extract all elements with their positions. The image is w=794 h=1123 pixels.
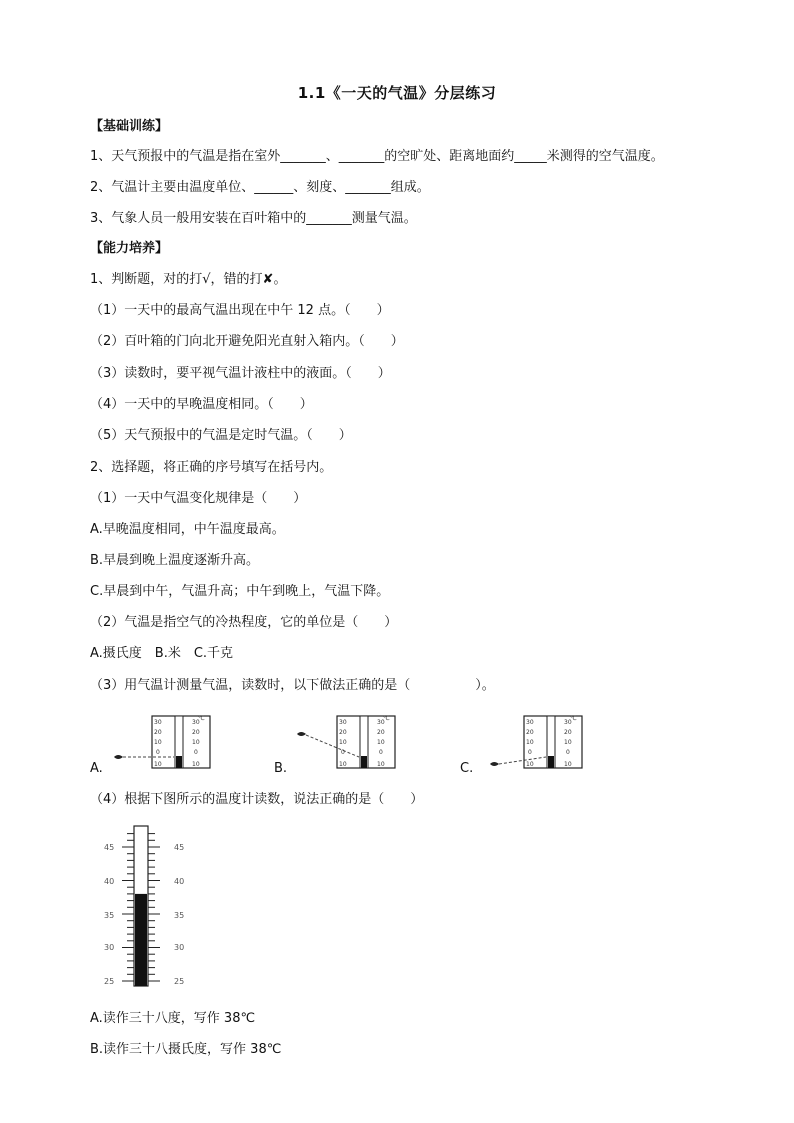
scale-label: 30 — [154, 719, 162, 726]
scale-label: 30 — [104, 943, 115, 952]
page-title: 1.1《一天的气温》分层练习 — [297, 84, 497, 102]
scale-label: 0 — [379, 749, 383, 756]
eye-icon — [490, 762, 499, 766]
question-text: 1、判断题，对的打√，错的打✘。 — [90, 272, 287, 287]
sight-line — [499, 757, 546, 764]
scale-label: 0 — [341, 749, 345, 756]
option-text: B.早晨到晚上温度逐渐升高。 — [90, 553, 260, 568]
large-thermometer-figure — [100, 822, 200, 994]
liquid-column — [135, 894, 147, 986]
scale-label: 45 — [104, 843, 115, 852]
scale-label: 0 — [156, 749, 160, 756]
scale-label: 30 — [526, 719, 534, 726]
scale-label: 20 — [377, 729, 385, 736]
unit-label: ℃ — [570, 715, 577, 722]
scale-label: 10 — [154, 761, 162, 768]
thermometer-figure-c — [482, 712, 592, 772]
unit-label: ℃ — [198, 715, 205, 722]
scale-label: 10 — [377, 739, 385, 746]
scale-label: 30 — [174, 943, 185, 952]
scale-label: 10 — [526, 761, 534, 768]
question-text: 2、气温计主要由温度单位、______、刻度、_______组成。 — [90, 180, 430, 195]
scale-label: 0 — [194, 749, 198, 756]
option-text: B.读作三十八摄氏度，写作 38℃ — [90, 1042, 282, 1057]
scale-label: 0 — [566, 749, 570, 756]
scale-label: 35 — [104, 911, 115, 920]
scale-label: 30 — [377, 719, 385, 726]
option-text: A.读作三十八度，写作 38℃ — [90, 1011, 256, 1026]
option-label-b: B. — [274, 761, 288, 776]
judge-item: （4）一天中的早晚温度相同。（ ） — [90, 397, 313, 412]
scale-label: 10 — [192, 739, 200, 746]
scale-label: 25 — [174, 977, 185, 986]
scale-label: 30 — [192, 719, 200, 726]
option-text: A.早晚温度相同，中午温度最高。 — [90, 522, 285, 537]
thermometer-figure-a — [110, 712, 220, 772]
question-text: 3、气象人员一般用安装在百叶箱中的_______测量气温。 — [90, 211, 417, 226]
option-label-a: A. — [90, 761, 103, 776]
question-text: （1）一天中气温变化规律是（ ） — [90, 491, 307, 506]
scale-label: 35 — [174, 911, 185, 920]
eye-icon — [297, 732, 306, 736]
scale-label: 0 — [528, 749, 532, 756]
section-heading-basic: 【基础训练】 — [90, 119, 169, 134]
scale-label: 30 — [564, 719, 572, 726]
scale-label: 10 — [564, 739, 572, 746]
question-text: （2）气温是指空气的冷热程度，它的单位是（ ） — [90, 615, 398, 630]
sight-line — [306, 735, 359, 757]
scale-label: 20 — [192, 729, 200, 736]
judge-item: （2）百叶箱的门向北开避免阳光直射入箱内。（ ） — [90, 334, 404, 349]
scale-label: 25 — [104, 977, 115, 986]
scale-label: 10 — [377, 761, 385, 768]
scale-label: 10 — [526, 739, 534, 746]
scale-label: 20 — [526, 729, 534, 736]
thermometer-figure-b — [295, 712, 405, 772]
scale-label: 40 — [174, 877, 185, 886]
unit-label: ℃ — [383, 715, 390, 722]
question-text: 2、选择题，将正确的序号填写在括号内。 — [90, 460, 333, 475]
scale-label: 10 — [154, 739, 162, 746]
scale-label: 20 — [339, 729, 347, 736]
question-text: （3）用气温计测量气温，读数时，以下做法正确的是（ ）。 — [90, 678, 495, 693]
scale-label: 30 — [339, 719, 347, 726]
scale-label: 10 — [339, 761, 347, 768]
scale-label: 10 — [564, 761, 572, 768]
question-text: 1、天气预报中的气温是指在室外_______、_______的空旷处、距离地面约_____米测得的空气温度。 — [90, 149, 664, 164]
judge-item: （1）一天中的最高气温出现在中午 12 点。（ ） — [90, 303, 390, 318]
scale-label: 45 — [174, 843, 185, 852]
scale-label: 20 — [154, 729, 162, 736]
judge-item: （3）读数时，要平视气温计液柱中的液面。（ ） — [90, 366, 391, 381]
question-text: （4）根据下图所示的温度计读数，说法正确的是（ ） — [90, 792, 424, 807]
scale-label: 10 — [339, 739, 347, 746]
section-heading-ability: 【能力培养】 — [90, 241, 169, 256]
option-label-c: C. — [460, 761, 474, 776]
option-text: C.早晨到中午，气温升高；中午到晚上，气温下降。 — [90, 584, 390, 599]
scale-label: 10 — [192, 761, 200, 768]
scale-label: 20 — [564, 729, 572, 736]
judge-item: （5）天气预报中的气温是定时气温。（ ） — [90, 428, 352, 443]
scale-label: 40 — [104, 877, 115, 886]
option-text: A.摄氏度 B.米 C.千克 — [90, 646, 234, 661]
eye-icon — [114, 755, 123, 759]
